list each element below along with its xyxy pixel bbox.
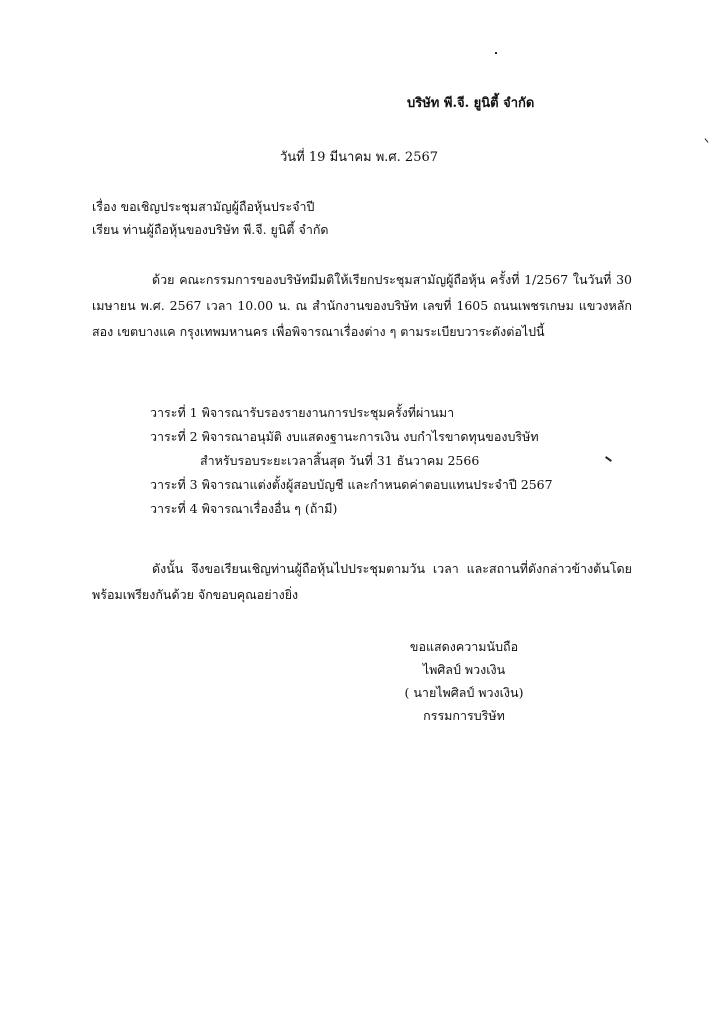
closing-paragraph: ดังนั้น จึงขอเรียนเชิญท่านผู้ถือหุ้นไปประชุมตามวัน เวลา และสถานที่ดังกล่าวข้างต้นโดยพร้อมเพรียงกันด้วย จักขอบคุณอย่างยิ่ง — [92, 561, 632, 602]
printed-name: ( นายไพศิลป์ พวงเงิน) — [404, 685, 524, 700]
scan-speck — [605, 456, 612, 462]
signature-block — [384, 635, 544, 727]
agenda-item-4: วาระที่ 4 พิจารณาเรื่องอื่น ๆ (ถ้ามี) — [150, 501, 338, 516]
subject-line: เรื่อง ขอเชิญประชุมสามัญผู้ถือหุ้นประจำปี — [92, 199, 315, 214]
salutation: ขอแสดงความนับถือ — [409, 639, 519, 654]
agenda-item-2: วาระที่ 2 พิจารณาอนุมัติ งบแสดงฐานะการเงิน งบกำไรขาดทุนของบริษัท — [150, 429, 539, 444]
agenda-item-3: วาระที่ 3 พิจารณาแต่งตั้งผู้สอบบัญชี และกำหนดค่าตอบแทนประจำปี 2567 — [150, 477, 553, 492]
recipient-line: เรียน ท่านผู้ถือหุ้นของบริษัท พี.จี. ยูนิตี้ จำกัด — [92, 222, 329, 237]
signer-title: กรรมการบริษัท — [423, 708, 505, 723]
company-name: บริษัท พี.จี. ยูนิตี้ จำกัด — [407, 96, 535, 111]
agenda-list — [150, 401, 553, 521]
agenda-item-2-continuation: สำหรับรอบระยะเวลาสิ้นสุด วันที่ 31 ธันวาคม 2566 — [200, 453, 480, 468]
signed-name: ไพศิลป์ พวงเงิน — [422, 662, 506, 677]
agenda-item-1: วาระที่ 1 พิจารณารับรองรายงานการประชุมครั้งที่ผ่านมา — [150, 405, 455, 420]
body-paragraph: ด้วย คณะกรรมการของบริษัทมีมติให้เรียกประชุมสามัญผู้ถือหุ้น ครั้งที่ 1/2567 ในวันที่ 30 เมษายน พ.ศ. 2567 เวลา 10.00 น. ณ สำนักงานของบริษัท เลขที่ 1605 ถนนเพชรเกษม แขวงหลักสอง เขตบางแค กรุงเทพมหานคร เพื่อพิจารณาเรื่องต่าง ๆ ตามระเบียบวาระดังต่อไปนี้ — [92, 272, 632, 339]
scan-speck — [495, 52, 497, 54]
scan-speck — [705, 138, 709, 142]
letter-date: วันที่ 19 มีนาคม พ.ศ. 2567 — [280, 150, 439, 165]
